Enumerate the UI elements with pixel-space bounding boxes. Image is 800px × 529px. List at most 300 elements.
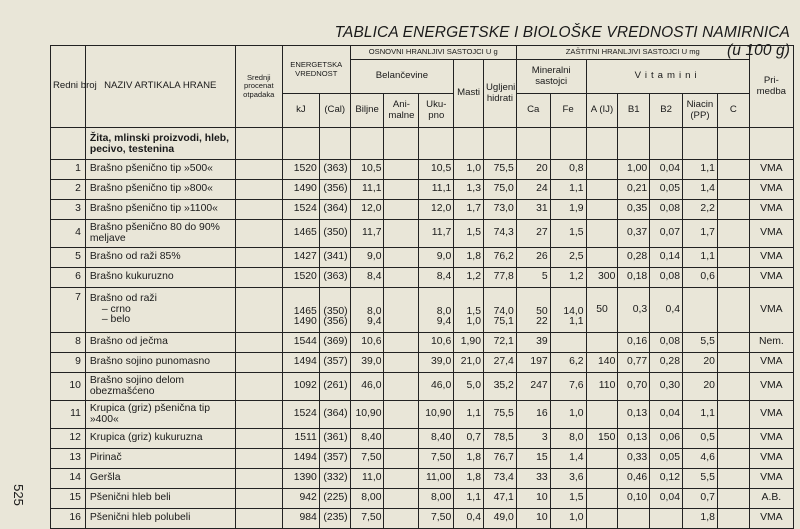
header-vitamin-b1: B1 xyxy=(618,94,650,128)
cell-ugljeni: 49,0 xyxy=(483,509,516,529)
cell-ukupno: 7,50 xyxy=(419,449,454,469)
cell-biljne: 10,6 xyxy=(350,333,384,353)
cell-c xyxy=(717,200,749,220)
table-row xyxy=(51,333,794,353)
cell-animalne xyxy=(384,469,419,489)
cell-kj: 1390 xyxy=(282,469,319,489)
cell-prim: VMA xyxy=(749,509,793,529)
cell-masti: 1,8 xyxy=(454,248,484,268)
header-zastitni: ZAŠTITNI HRANLJIVI SASTOJCI U mg xyxy=(516,46,749,60)
cell-b2: 0,28 xyxy=(650,353,683,373)
table-row xyxy=(51,268,794,288)
cell-ugljeni: 75,0 xyxy=(483,180,516,200)
table-row xyxy=(51,353,794,373)
cell-niacin: 0,7 xyxy=(683,489,718,509)
cell-niacin: 0,6 xyxy=(683,268,718,288)
table-row xyxy=(51,200,794,220)
cell-value: 74,0 xyxy=(493,305,514,317)
cell-prim: VMA xyxy=(749,180,793,200)
cell-no: 13 xyxy=(51,449,86,469)
cell-no: 10 xyxy=(51,373,86,401)
cell-ugljeni: 78,5 xyxy=(483,429,516,449)
cell-masti: 1,0 xyxy=(454,160,484,180)
cell-name: Krupica (griz) pšenična tip »400« xyxy=(85,401,235,429)
cell-animalne xyxy=(384,180,419,200)
cell-c xyxy=(717,509,749,529)
cell-a: 50 xyxy=(596,303,608,315)
cell-a xyxy=(586,489,618,509)
cell-name: Brašno od raži xyxy=(89,293,157,305)
page-number: 525 xyxy=(11,484,26,506)
cell-prim: VMA xyxy=(749,373,793,401)
cell-masti: 1,5 xyxy=(454,220,484,248)
cell-a xyxy=(586,180,618,200)
cell-kj: 1544 xyxy=(282,333,319,353)
cell-c xyxy=(717,180,749,200)
cell-a xyxy=(586,469,618,489)
cell-b1: 0,77 xyxy=(618,353,650,373)
cell-prim: VMA xyxy=(749,449,793,469)
cell-animalne xyxy=(384,220,419,248)
cell-value: (356) xyxy=(323,316,348,327)
cell-value: 22 xyxy=(536,316,548,327)
cell-prim: VMA xyxy=(749,160,793,180)
cell-niacin: 1,1 xyxy=(683,401,718,429)
cell-ukupno: 11,00 xyxy=(419,469,454,489)
cell-niacin: 4,6 xyxy=(683,449,718,469)
cell-kj: 1490 xyxy=(282,180,319,200)
cell-biljne: 9,0 xyxy=(350,248,384,268)
cell-ugljeni: 74,3 xyxy=(483,220,516,248)
cell-ukupno: 46,0 xyxy=(419,373,454,401)
cell-name: Brašno kukuruzno xyxy=(85,268,235,288)
cell-ugljeni: 35,2 xyxy=(483,373,516,401)
header-niacin: Niacin (PP) xyxy=(683,94,718,128)
cell-prim: VMA xyxy=(749,469,793,489)
cell-b2: 0,06 xyxy=(650,429,683,449)
cell-niacin: 20 xyxy=(683,353,718,373)
cell-prim: VMA xyxy=(749,429,793,449)
cell-biljne: 7,50 xyxy=(350,509,384,529)
cell-value: 1,1 xyxy=(569,316,584,327)
cell-cal: (363) xyxy=(319,268,350,288)
cell-value: (350) xyxy=(323,305,348,317)
cell-masti: 0,7 xyxy=(454,429,484,449)
cell-ukupno: 10,6 xyxy=(419,333,454,353)
cell-value: 1,5 xyxy=(466,305,481,317)
cell-cal: (357) xyxy=(319,353,350,373)
table-row xyxy=(51,180,794,200)
cell-name: Brašno od ječma xyxy=(85,333,235,353)
cell-cal: (363) xyxy=(319,160,350,180)
cell-cal: (235) xyxy=(319,509,350,529)
cell-prim: VMA xyxy=(749,248,793,268)
cell-b1: 0,37 xyxy=(618,220,650,248)
table-row xyxy=(51,401,794,429)
cell-fe: 8,0 xyxy=(550,429,586,449)
cell-cal: (225) xyxy=(319,489,350,509)
cell-niacin: 1,1 xyxy=(683,248,718,268)
table-row xyxy=(51,373,794,401)
cell-name: Brašno sojino delom obezmašćeno xyxy=(85,373,235,401)
cell-ca: 24 xyxy=(516,180,550,200)
cell-cal: (357) xyxy=(319,449,350,469)
cell-c xyxy=(717,429,749,449)
cell-animalne xyxy=(384,333,419,353)
table-row xyxy=(51,469,794,489)
cell-ugljeni: 73,4 xyxy=(483,469,516,489)
cell-fe: 2,5 xyxy=(550,248,586,268)
cell-value: 8,0 xyxy=(436,305,452,317)
nutrition-table xyxy=(50,45,794,529)
table-row xyxy=(51,449,794,469)
cell-ca: 20 xyxy=(516,160,550,180)
cell-no: 11 xyxy=(51,401,86,429)
cell-a xyxy=(586,248,618,268)
cell-c xyxy=(717,401,749,429)
cell-no: 1 xyxy=(51,160,86,180)
cell-value: 9,4 xyxy=(436,316,452,327)
cell-masti: 1,7 xyxy=(454,200,484,220)
cell-biljne: 11,0 xyxy=(350,469,384,489)
cell-biljne: 39,0 xyxy=(350,353,384,373)
cell-value: 14,0 xyxy=(563,305,584,317)
cell-b1: 0,3 xyxy=(632,303,648,315)
cell-ca: 26 xyxy=(516,248,550,268)
cell-ca: 33 xyxy=(516,469,550,489)
cell-prim: Nem. xyxy=(749,333,793,353)
cell-ukupno: 10,5 xyxy=(419,160,454,180)
cell-name: Pirinač xyxy=(85,449,235,469)
cell-fe: 1,1 xyxy=(550,180,586,200)
cell-ukupno: 8,4 xyxy=(419,268,454,288)
cell-animalne xyxy=(384,449,419,469)
cell-cal: (350) xyxy=(319,220,350,248)
cell-masti: 1,1 xyxy=(454,401,484,429)
header-masti: Masti xyxy=(454,60,484,128)
cell-ugljeni: 73,0 xyxy=(483,200,516,220)
cell-masti: 1,8 xyxy=(454,469,484,489)
cell-name: Krupica (griz) kukuruzna xyxy=(85,429,235,449)
cell-ugljeni: 72,1 xyxy=(483,333,516,353)
header-vitamin-a: A (IJ) xyxy=(586,94,618,128)
cell-biljne: 12,0 xyxy=(350,200,384,220)
cell-b1: 1,00 xyxy=(618,160,650,180)
cell-a xyxy=(586,449,618,469)
cell-c xyxy=(717,220,749,248)
cell-b2 xyxy=(650,509,683,529)
cell-value: 50 xyxy=(536,305,548,317)
cell-kj: 1520 xyxy=(282,268,319,288)
cell-prim: VMA xyxy=(749,268,793,288)
cell-niacin: 2,2 xyxy=(683,200,718,220)
cell-ca: 27 xyxy=(516,220,550,248)
cell-animalne xyxy=(384,268,419,288)
cell-b1: 0,28 xyxy=(618,248,650,268)
cell-fe: 1,2 xyxy=(550,268,586,288)
cell-cal: (261) xyxy=(319,373,350,401)
cell-a xyxy=(586,220,618,248)
cell-niacin: 1,1 xyxy=(683,160,718,180)
cell-b1: 0,21 xyxy=(618,180,650,200)
cell-c xyxy=(717,449,749,469)
cell-c xyxy=(717,353,749,373)
header-vitamin-b2: B2 xyxy=(650,94,683,128)
cell-name: Brašno pšenično tip »800« xyxy=(85,180,235,200)
cell-ukupno: 10,90 xyxy=(419,401,454,429)
table-row xyxy=(51,248,794,268)
cell-c xyxy=(717,489,749,509)
cell-masti: 1,1 xyxy=(454,489,484,509)
cell-biljne: 11,1 xyxy=(350,180,384,200)
cell-name: Pšenični hleb beli xyxy=(85,489,235,509)
cell-ca: 247 xyxy=(516,373,550,401)
cell-masti: 1,8 xyxy=(454,449,484,469)
cell-animalne xyxy=(384,489,419,509)
cell-kj: 984 xyxy=(282,509,319,529)
cell-value: 1,0 xyxy=(466,316,481,327)
table-row xyxy=(51,160,794,180)
cell-kj: 942 xyxy=(282,489,319,509)
header-energetska: ENERGETSKA VREDNOST xyxy=(282,46,350,94)
cell-b1: 0,70 xyxy=(618,373,650,401)
cell-niacin: 0,5 xyxy=(683,429,718,449)
cell-cal: (369) xyxy=(319,333,350,353)
header-ca: Ca xyxy=(516,94,550,128)
cell-fe: 1,4 xyxy=(550,449,586,469)
cell-kj: 1092 xyxy=(282,373,319,401)
cell-ca: 31 xyxy=(516,200,550,220)
cell-cal: (361) xyxy=(319,429,350,449)
cell-c xyxy=(717,469,749,489)
header-vitamin-c: C xyxy=(717,94,749,128)
cell-c xyxy=(717,373,749,401)
cell-animalne xyxy=(384,373,419,401)
cell-c xyxy=(717,248,749,268)
header-naziv: NAZIV ARTIKALA HRANE xyxy=(85,46,235,128)
cell-ca: 10 xyxy=(516,489,550,509)
cell-ugljeni: 76,7 xyxy=(483,449,516,469)
cell-ugljeni: 47,1 xyxy=(483,489,516,509)
cell-ugljeni: 77,8 xyxy=(483,268,516,288)
cell-kj: 1494 xyxy=(282,449,319,469)
cell-b2: 0,30 xyxy=(650,373,683,401)
cell-no: 9 xyxy=(51,353,86,373)
header-biljne: Biljne xyxy=(350,94,384,128)
cell-no: 12 xyxy=(51,429,86,449)
cell-a xyxy=(586,333,618,353)
cell-b2: 0,14 xyxy=(650,248,683,268)
table-row xyxy=(51,429,794,449)
cell-name: Brašno sojino punomasno xyxy=(85,353,235,373)
cell-ca: 3 xyxy=(516,429,550,449)
cell-a xyxy=(586,509,618,529)
header-cal: (Cal) xyxy=(319,94,350,128)
cell-a xyxy=(586,160,618,180)
cell-animalne xyxy=(384,200,419,220)
cell-prim: VMA xyxy=(760,303,783,315)
cell-kj: 1524 xyxy=(282,401,319,429)
cell-animalne xyxy=(384,509,419,529)
header-osnovni: OSNOVNI HRANLJIVI SASTOJCI U g xyxy=(350,46,516,60)
cell-b2: 0,4 xyxy=(665,303,680,315)
page-title: TABLICA ENERGETSKE I BIOLOŠKE VREDNOSTI NAMIRNICA (u 100 g) xyxy=(334,24,790,59)
cell-no: 15 xyxy=(51,489,86,509)
cell-kj: 1465 xyxy=(282,220,319,248)
cell-biljne: 7,50 xyxy=(350,449,384,469)
cell-a: 300 xyxy=(586,268,618,288)
cell-name: Brašno od raži 85% xyxy=(85,248,235,268)
cell-ukupno: 8,00 xyxy=(419,489,454,509)
cell-a: 110 xyxy=(586,373,618,401)
cell-ca: 5 xyxy=(516,268,550,288)
cell-ca: 39 xyxy=(516,333,550,353)
cell-prim: A.B. xyxy=(749,489,793,509)
table-row xyxy=(51,220,794,248)
cell-ugljeni: 75,5 xyxy=(483,160,516,180)
cell-ukupno: 11,7 xyxy=(419,220,454,248)
cell-biljne: 8,00 xyxy=(350,489,384,509)
cell-masti: 5,0 xyxy=(454,373,484,401)
header-kj: kJ xyxy=(282,94,319,128)
cell-no: 5 xyxy=(51,248,86,268)
cell-ukupno: 9,0 xyxy=(419,248,454,268)
cell-name: Brašno pšenično tip »1100« xyxy=(85,200,235,220)
cell-b1: 0,46 xyxy=(618,469,650,489)
cell-ca: 197 xyxy=(516,353,550,373)
cell-fe: 3,6 xyxy=(550,469,586,489)
header-otpadak: Srednji procenat otpadaka xyxy=(235,46,282,128)
cell-ugljeni: 76,2 xyxy=(483,248,516,268)
cell-c xyxy=(717,333,749,353)
cell-a: 150 xyxy=(586,429,618,449)
cell-b2: 0,08 xyxy=(650,200,683,220)
cell-niacin: 5,5 xyxy=(683,333,718,353)
header-animalne: Ani-malne xyxy=(384,94,419,128)
cell-ukupno: 7,50 xyxy=(419,509,454,529)
cell-a: 140 xyxy=(586,353,618,373)
cell-biljne: 8,40 xyxy=(350,429,384,449)
cell-b2: 0,07 xyxy=(650,220,683,248)
cell-c xyxy=(717,160,749,180)
table-row xyxy=(51,288,794,333)
cell-b1 xyxy=(618,509,650,529)
cell-b2: 0,05 xyxy=(650,449,683,469)
cell-animalne xyxy=(384,248,419,268)
cell-b2: 0,05 xyxy=(650,180,683,200)
cell-biljne: 8,4 xyxy=(350,268,384,288)
cell-masti: 21,0 xyxy=(454,353,484,373)
cell-ukupno: 11,1 xyxy=(419,180,454,200)
cell-b1: 0,35 xyxy=(618,200,650,220)
cell-niacin: 1,8 xyxy=(683,509,718,529)
cell-b2: 0,04 xyxy=(650,489,683,509)
category-label: Žita, mlinski proizvodi, hleb, pecivo, testenina xyxy=(85,128,235,160)
cell-biljne: 10,90 xyxy=(350,401,384,429)
cell-fe: 1,0 xyxy=(550,509,586,529)
cell-niacin: 20 xyxy=(683,373,718,401)
cell-niacin: 1,4 xyxy=(683,180,718,200)
cell-b1: 0,18 xyxy=(618,268,650,288)
cell-fe: 1,0 xyxy=(550,401,586,429)
cell-kj: 1427 xyxy=(282,248,319,268)
cell-b1: 0,13 xyxy=(618,401,650,429)
cell-no: 6 xyxy=(51,268,86,288)
cell-fe xyxy=(550,333,586,353)
cell-ugljeni: 27,4 xyxy=(483,353,516,373)
cell-name: Pšenični hleb polubeli xyxy=(85,509,235,529)
cell-animalne xyxy=(384,401,419,429)
cell-no: 16 xyxy=(51,509,86,529)
cell-no: 2 xyxy=(51,180,86,200)
cell-kj: 1524 xyxy=(282,200,319,220)
cell-b2: 0,08 xyxy=(650,268,683,288)
cell-ca: 16 xyxy=(516,401,550,429)
cell-biljne: 10,5 xyxy=(350,160,384,180)
cell-masti: 1,2 xyxy=(454,268,484,288)
cell-prim: VMA xyxy=(749,353,793,373)
cell-no: 14 xyxy=(51,469,86,489)
header-vitamini: Vitamini xyxy=(586,60,749,94)
cell-niacin: 5,5 xyxy=(683,469,718,489)
cell-animalne xyxy=(384,160,419,180)
cell-cal: (332) xyxy=(319,469,350,489)
category-row xyxy=(51,128,794,160)
cell-sub: – belo xyxy=(101,314,131,326)
header-fe: Fe xyxy=(550,94,586,128)
header-mineralni: Mineralni sastojci xyxy=(516,60,586,94)
cell-no: 8 xyxy=(51,333,86,353)
cell-animalne xyxy=(384,353,419,373)
cell-no: 4 xyxy=(51,220,86,248)
cell-ukupno: 39,0 xyxy=(419,353,454,373)
cell-b1: 0,10 xyxy=(618,489,650,509)
cell-value: 75,1 xyxy=(493,316,514,327)
cell-ca: 10 xyxy=(516,509,550,529)
cell-cal: (341) xyxy=(319,248,350,268)
cell-b1: 0,33 xyxy=(618,449,650,469)
header-belancevine: Belančevine xyxy=(350,60,454,94)
cell-prim: VMA xyxy=(749,200,793,220)
cell-ugljeni: 75,5 xyxy=(483,401,516,429)
cell-biljne: 11,7 xyxy=(350,220,384,248)
cell-value: 1490 xyxy=(293,316,317,327)
header-ugljeni: Ugljeni hidrati xyxy=(483,60,516,128)
cell-b1: 0,13 xyxy=(618,429,650,449)
cell-masti: 1,3 xyxy=(454,180,484,200)
cell-cal: (356) xyxy=(319,180,350,200)
cell-no: 7 xyxy=(75,292,81,303)
header-redni-broj: Redni broj xyxy=(51,46,86,128)
cell-fe: 1,9 xyxy=(550,200,586,220)
cell-fe: 6,2 xyxy=(550,353,586,373)
cell-prim: VMA xyxy=(749,401,793,429)
table-row xyxy=(51,509,794,529)
cell-ukupno: 12,0 xyxy=(419,200,454,220)
cell-ca: 15 xyxy=(516,449,550,469)
cell-masti: 0,4 xyxy=(454,509,484,529)
cell-ukupno: 8,40 xyxy=(419,429,454,449)
cell-cal: (364) xyxy=(319,401,350,429)
cell-b1: 0,16 xyxy=(618,333,650,353)
cell-biljne: 46,0 xyxy=(350,373,384,401)
cell-niacin: 1,7 xyxy=(683,220,718,248)
header-primedba: Pri-medba xyxy=(749,46,793,128)
cell-kj: 1511 xyxy=(282,429,319,449)
cell-b2: 0,04 xyxy=(650,160,683,180)
cell-a xyxy=(586,401,618,429)
header-ukupno: Uku-pno xyxy=(419,94,454,128)
